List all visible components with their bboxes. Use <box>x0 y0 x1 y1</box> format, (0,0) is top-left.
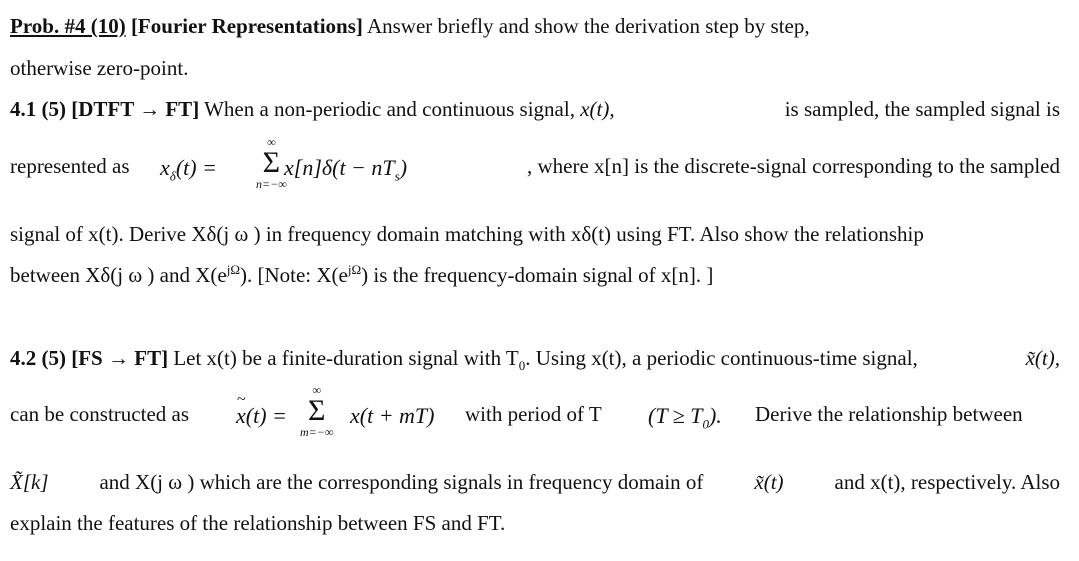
q41-represented-as: represented as <box>10 154 130 178</box>
sum-upper-limit: ∞ <box>267 135 276 149</box>
q42-constructed-as: can be constructed as <box>10 402 190 426</box>
q42-heading: 4.2 (5) [FS → FT] <box>10 346 169 370</box>
q42-period-text: with period of T <box>465 402 602 426</box>
q41-equation-rhs: $x[n]\delta(t - nT_s)$ <box>284 155 408 184</box>
sigma-symbol: Σ <box>262 146 281 179</box>
q41-equation-lhs: $x_\delta(t)$ = <box>160 155 217 184</box>
sum-upper-limit: ∞ <box>312 383 321 397</box>
problem-header <box>10 14 810 39</box>
sum-lower-limit: n=−∞ <box>256 177 287 191</box>
q41-text-b: is sampled, the sampled signal is <box>784 97 1060 121</box>
q41-line3: signal of x(t). Derive Xδ(j ω ) in frequency domain matching with xδ(t) using FT. Also show the relationship <box>10 222 924 246</box>
q42-condition: $(T \ge T_0)$. <box>648 403 722 432</box>
problem-instruction-cont: otherwise zero-point. <box>10 56 189 80</box>
problem-topic: [Fourier Representations] <box>130 14 363 38</box>
q42-line1: 4.2 (5) [FS → FT] Let x(t) be a finite-duration signal with $T_0$. Using x(t), a periodic continuous-time signal, x̃(t), <box>10 346 1060 374</box>
q42-derive-text: Derive the relationship between <box>755 402 1023 426</box>
problem-instruction: Answer briefly and show the derivation step by step, <box>366 14 810 38</box>
sigma-symbol: Σ <box>307 394 326 427</box>
q42-xk: X̃[k] <box>10 470 49 494</box>
q42-summation <box>300 384 333 438</box>
q41-summation <box>256 136 287 190</box>
q42-xtilde: x̃(t), <box>1025 346 1060 370</box>
q41-line4: between Xδ(j ω ) and $X(e^{j\Omega})$. [Note: $X(e^{j\Omega})$ is the frequency-domain signal of x[n]. ] <box>10 262 714 287</box>
q41-text-a: When a non-periodic and continuous signal, <box>204 97 575 121</box>
q42-equation-rhs: x(t + mT) <box>350 403 435 428</box>
q42-text-a: Let x(t) be a finite-duration signal with T <box>173 346 519 370</box>
problem-number: Prob. #4 (10) <box>10 14 126 38</box>
q41-where-text: , where x[n] is the discrete-signal corresponding to the sampled <box>526 154 1060 178</box>
q42-xtilde2: x̃(t) <box>754 470 784 494</box>
q41-heading: 4.1 (5) [DTFT → FT] <box>10 97 200 121</box>
q41-xt: x(t), <box>580 97 615 121</box>
q42-equation-lhs: ~ x(t) = <box>236 403 287 429</box>
q42-line4: explain the features of the relationship between FS and FT. <box>10 511 506 535</box>
sum-lower-limit: m=−∞ <box>300 425 334 439</box>
q41-line1 <box>10 97 1060 122</box>
q42-line3: X̃[k] and X(j ω ) which are the corresponding signals in frequency domain of x̃(t) and x(t), respectively. Also <box>10 470 1060 494</box>
